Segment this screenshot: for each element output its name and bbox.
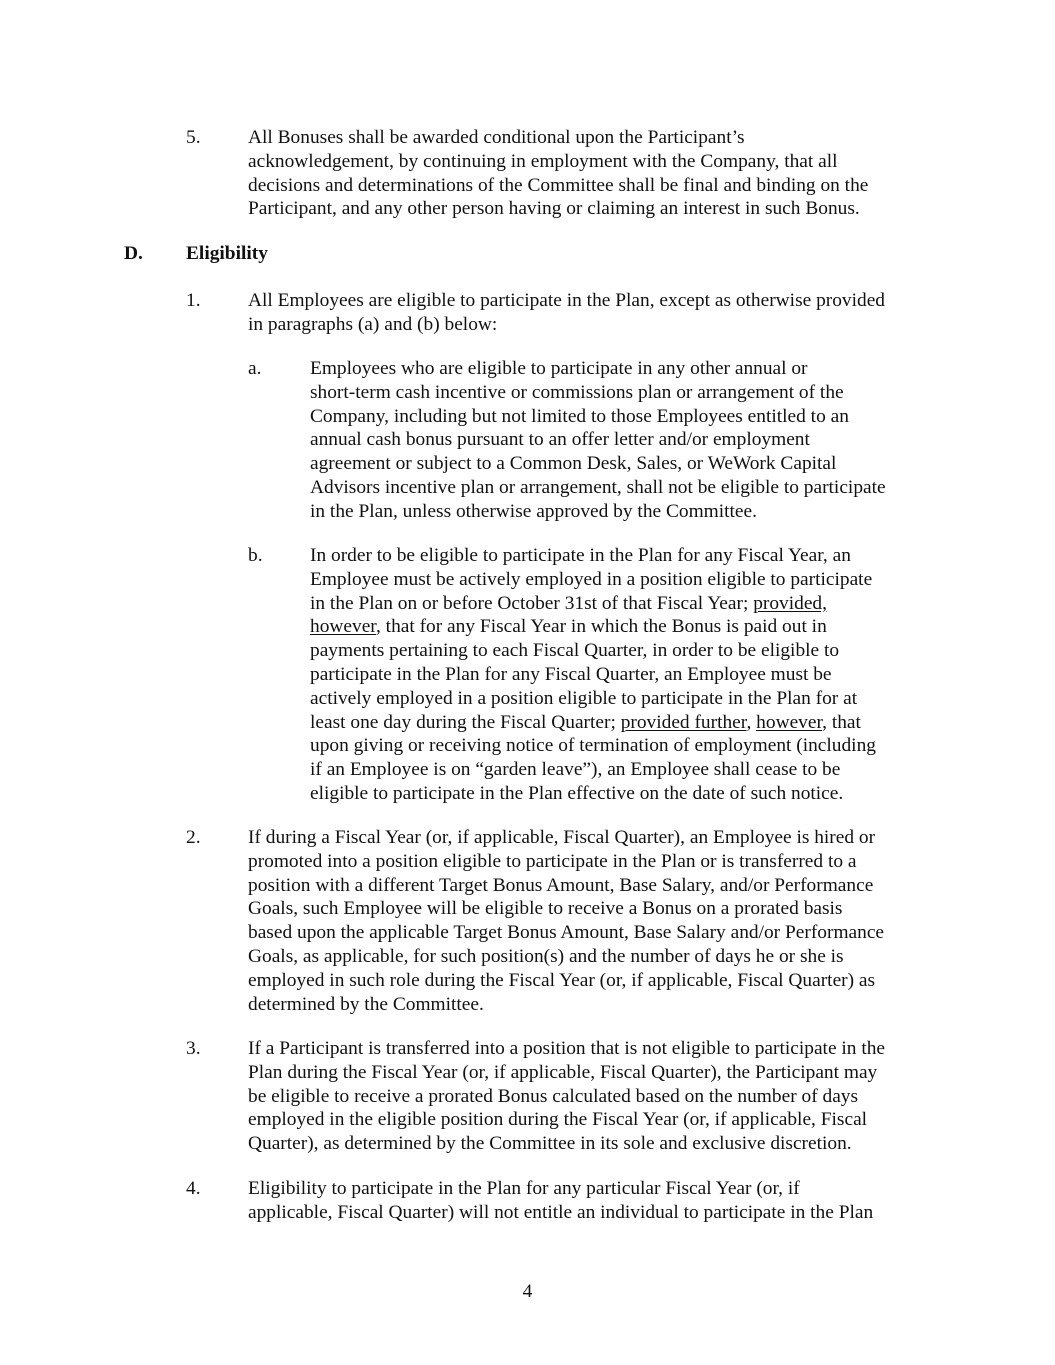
text-line: in paragraphs (a) and (b) below: xyxy=(248,313,498,335)
text-line: Plan during the Fiscal Year (or, if applicable, Fiscal Quarter), the Participant may xyxy=(248,1061,878,1083)
text-line: upon giving or receiving notice of termination of employment (including xyxy=(310,735,876,757)
item-text xyxy=(248,126,868,221)
text-line: participate in the Plan for any Fiscal Quarter, an Employee must be xyxy=(310,663,832,685)
item-number: 3. xyxy=(186,1038,201,1059)
underlined-term: provided further xyxy=(620,711,747,733)
text-line: acknowledgement, by continuing in employment with the Company, that all xyxy=(248,150,838,172)
text-line: Goals, such Employee will be eligible to receive a Bonus on a prorated basis xyxy=(248,898,843,920)
section-title: Eligibility xyxy=(186,243,268,264)
text-line: employed in the eligible position during the Fiscal Year (or, if applicable, Fiscal xyxy=(248,1109,868,1131)
item-number: 4. xyxy=(186,1178,201,1199)
text-line: Eligibility to participate in the Plan for any particular Fiscal Year (or, if xyxy=(248,1178,800,1199)
text-line: based upon the applicable Target Bonus Amount, Base Salary and/or Performance xyxy=(248,922,885,944)
text-segment: , xyxy=(746,711,757,733)
item-letter: a. xyxy=(248,358,262,379)
text-line: agreement or subject to a Common Desk, Sales, or WeWork Capital xyxy=(310,453,837,475)
underlined-term: provided, xyxy=(753,592,827,614)
text-line: All Employees are eligible to participate in the Plan, except as otherwise provided xyxy=(248,290,885,311)
text-line xyxy=(310,711,876,735)
text-line xyxy=(310,592,876,616)
item-text xyxy=(248,289,885,337)
text-line: Company, including but not limited to those Employees entitled to an xyxy=(310,405,849,427)
item-text xyxy=(310,357,886,524)
text-line: Goals, as applicable, for such position(s) and the number of days he or she is xyxy=(248,945,844,967)
text-line: short-term cash incentive or commissions plan or arrangement of the xyxy=(310,381,844,403)
text-line: If a Participant is transferred into a position that is not eligible to participate in the xyxy=(248,1038,886,1059)
text-line: applicable, Fiscal Quarter) will not entitle an individual to participate in the Plan xyxy=(248,1201,874,1223)
text-line: Employee must be actively employed in a position eligible to participate xyxy=(310,568,873,590)
text-line: decisions and determinations of the Committee shall be final and binding on the xyxy=(248,174,869,196)
item-text xyxy=(310,544,876,806)
text-line: actively employed in a position eligible to participate in the Plan for at xyxy=(310,687,858,709)
item-text xyxy=(248,826,884,1016)
page-number: 4 xyxy=(522,1281,533,1302)
text-segment: , that xyxy=(822,711,861,733)
text-line: Quarter), as determined by the Committee in its sole and exclusive discretion. xyxy=(248,1133,852,1155)
text-line: in the Plan, unless otherwise approved by the Committee. xyxy=(310,500,757,522)
text-line: If during a Fiscal Year (or, if applicable, Fiscal Quarter), an Employee is hired or xyxy=(248,827,876,848)
text-line xyxy=(310,615,876,639)
text-line: All Bonuses shall be awarded conditional upon the Participant’s xyxy=(248,127,745,148)
text-line: determined by the Committee. xyxy=(248,993,484,1015)
item-number: 5. xyxy=(186,127,201,148)
item-number: 2. xyxy=(186,827,201,848)
text-line: employed in such role during the Fiscal Year (or, if applicable, Fiscal Quarter) as xyxy=(248,969,876,991)
text-line: Employees who are eligible to participate in any other annual or xyxy=(310,358,808,379)
text-line: In order to be eligible to participate in the Plan for any Fiscal Year, an xyxy=(310,545,851,566)
item-letter: b. xyxy=(248,545,263,566)
text-line: be eligible to receive a prorated Bonus calculated based on the number of days xyxy=(248,1085,859,1107)
text-line: position with a different Target Bonus Amount, Base Salary, and/or Performance xyxy=(248,874,874,896)
text-line: Advisors incentive plan or arrangement, shall not be eligible to participate xyxy=(310,476,886,498)
text-line: payments pertaining to each Fiscal Quarter, in order to be eligible to xyxy=(310,640,840,662)
item-text xyxy=(248,1177,873,1225)
text-segment: , that for any Fiscal Year in which the Bonus is paid out in xyxy=(375,616,827,638)
text-line: eligible to participate in the Plan effective on the date of such notice. xyxy=(310,782,844,804)
text-line: if an Employee is on “garden leave”), an Employee shall cease to be xyxy=(310,759,841,781)
section-letter: D. xyxy=(124,243,143,264)
text-line: annual cash bonus pursuant to an offer letter and/or employment xyxy=(310,429,810,451)
underlined-term: however xyxy=(756,711,823,733)
item-number: 1. xyxy=(186,290,201,311)
text-segment: least one day during the Fiscal Quarter; xyxy=(310,711,621,733)
text-line: promoted into a position eligible to participate in the Plan or is transferred to a xyxy=(248,850,857,872)
item-text xyxy=(248,1037,885,1156)
text-line: Participant, and any other person having or claiming an interest in such Bonus. xyxy=(248,198,860,220)
underlined-term: however xyxy=(310,616,376,638)
text-segment: in the Plan on or before October 31st of that Fiscal Year; xyxy=(310,592,754,614)
